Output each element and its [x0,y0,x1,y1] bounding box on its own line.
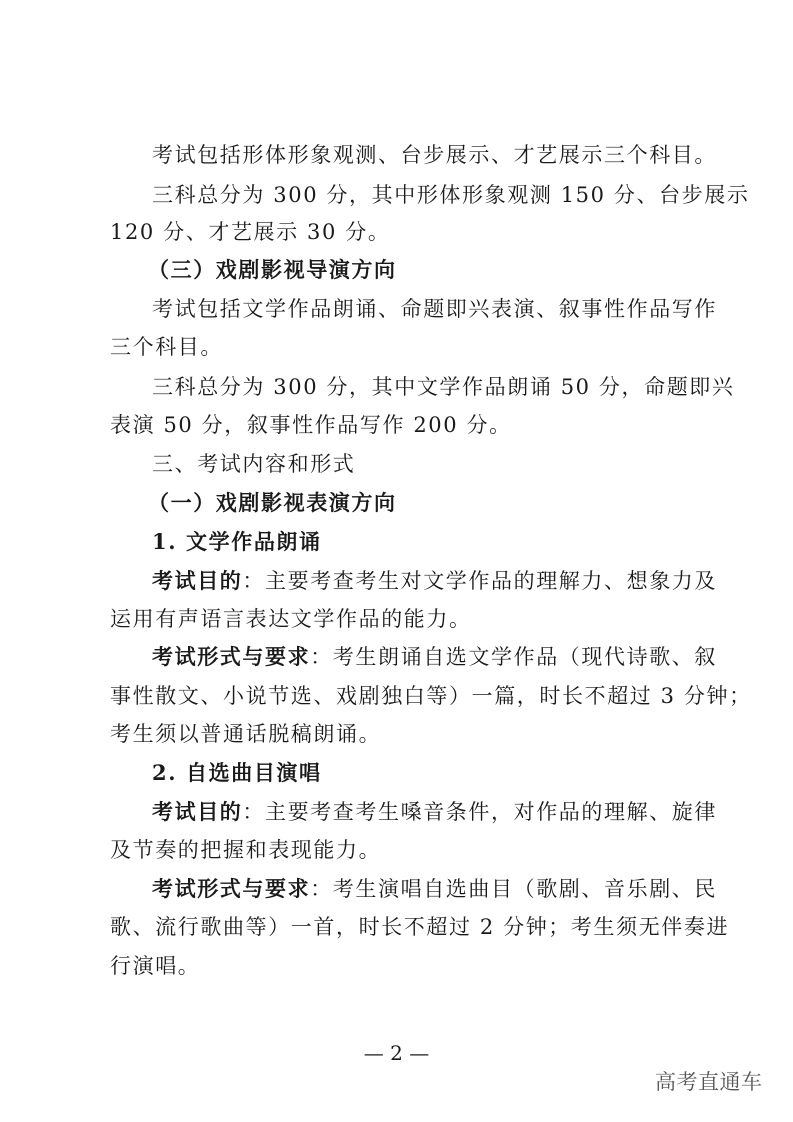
paragraph-director-scores-line1: 三科总分为 300 分，其中文学作品朗诵 50 分，命题即兴 [152,375,735,399]
page-number: — 2 — [363,1041,430,1065]
item2-purpose-label: 考试目的 [152,799,243,824]
paragraph-director-subjects-line2: 三个科目。 [110,335,223,359]
item2-form-line1 [152,874,717,904]
paragraph-scores-line1: 三科总分为 300 分，其中形体形象观测 150 分、台步展示 [152,183,750,207]
item1-form-line2: 事性散文、小说节选、戏剧独白等）一篇，时长不超过 3 分钟； [110,684,752,708]
heading-acting-direction: （一）戏剧影视表演方向 [148,490,397,515]
watermark-logo-text: 高考直通车 [655,1070,763,1094]
item2-purpose-text: ：主要考查考生嗓音条件，对作品的理解、旋律 [242,800,718,824]
item2-form-line2: 歌、流行歌曲等）一首，时长不超过 2 分钟；考生须无伴奏进 [110,915,730,939]
heading-director-direction: （三）戏剧影视导演方向 [148,257,397,282]
paragraph-subjects-text: 考试包括形体形象观测、台步展示、才艺展示三个科目。 [152,143,717,167]
heading-item-1: 1. 文学作品朗诵 [152,529,322,554]
item1-form-line1 [152,642,717,672]
item2-form-text: ：考生演唱自选曲目（歌剧、音乐剧、民 [310,877,718,901]
item2-form-label: 考试形式与要求 [152,876,311,901]
paragraph-director-scores-line2: 表演 50 分，叙事性作品写作 200 分。 [110,413,512,437]
item2-purpose-line1 [152,797,717,827]
item2-form-line3: 行演唱。 [110,954,201,978]
item1-form-line3: 考生须以普通话脱稿朗诵。 [110,722,382,746]
item1-purpose-line1 [152,566,717,596]
item1-purpose-text: ：主要考查考生对文学作品的理解力、想象力及 [242,569,718,593]
item1-form-label: 考试形式与要求 [152,644,311,669]
item1-purpose-line2: 运用有声语言表达文学作品的能力。 [110,607,472,631]
paragraph-scores-line2: 120 分、才艺展示 30 分。 [110,220,391,244]
heading-item-2: 2. 自选曲目演唱 [152,760,322,785]
item2-purpose-line2: 及节奏的把握和表现能力。 [110,838,382,862]
heading-section-3: 三、考试内容和形式 [152,452,356,476]
item1-purpose-label: 考试目的 [152,568,243,593]
paragraph-director-subjects-line1: 考试包括文学作品朗诵、命题即兴表演、叙事性作品写作 [152,297,717,321]
item1-form-text: ：考生朗诵自选文学作品（现代诗歌、叙 [310,645,718,669]
